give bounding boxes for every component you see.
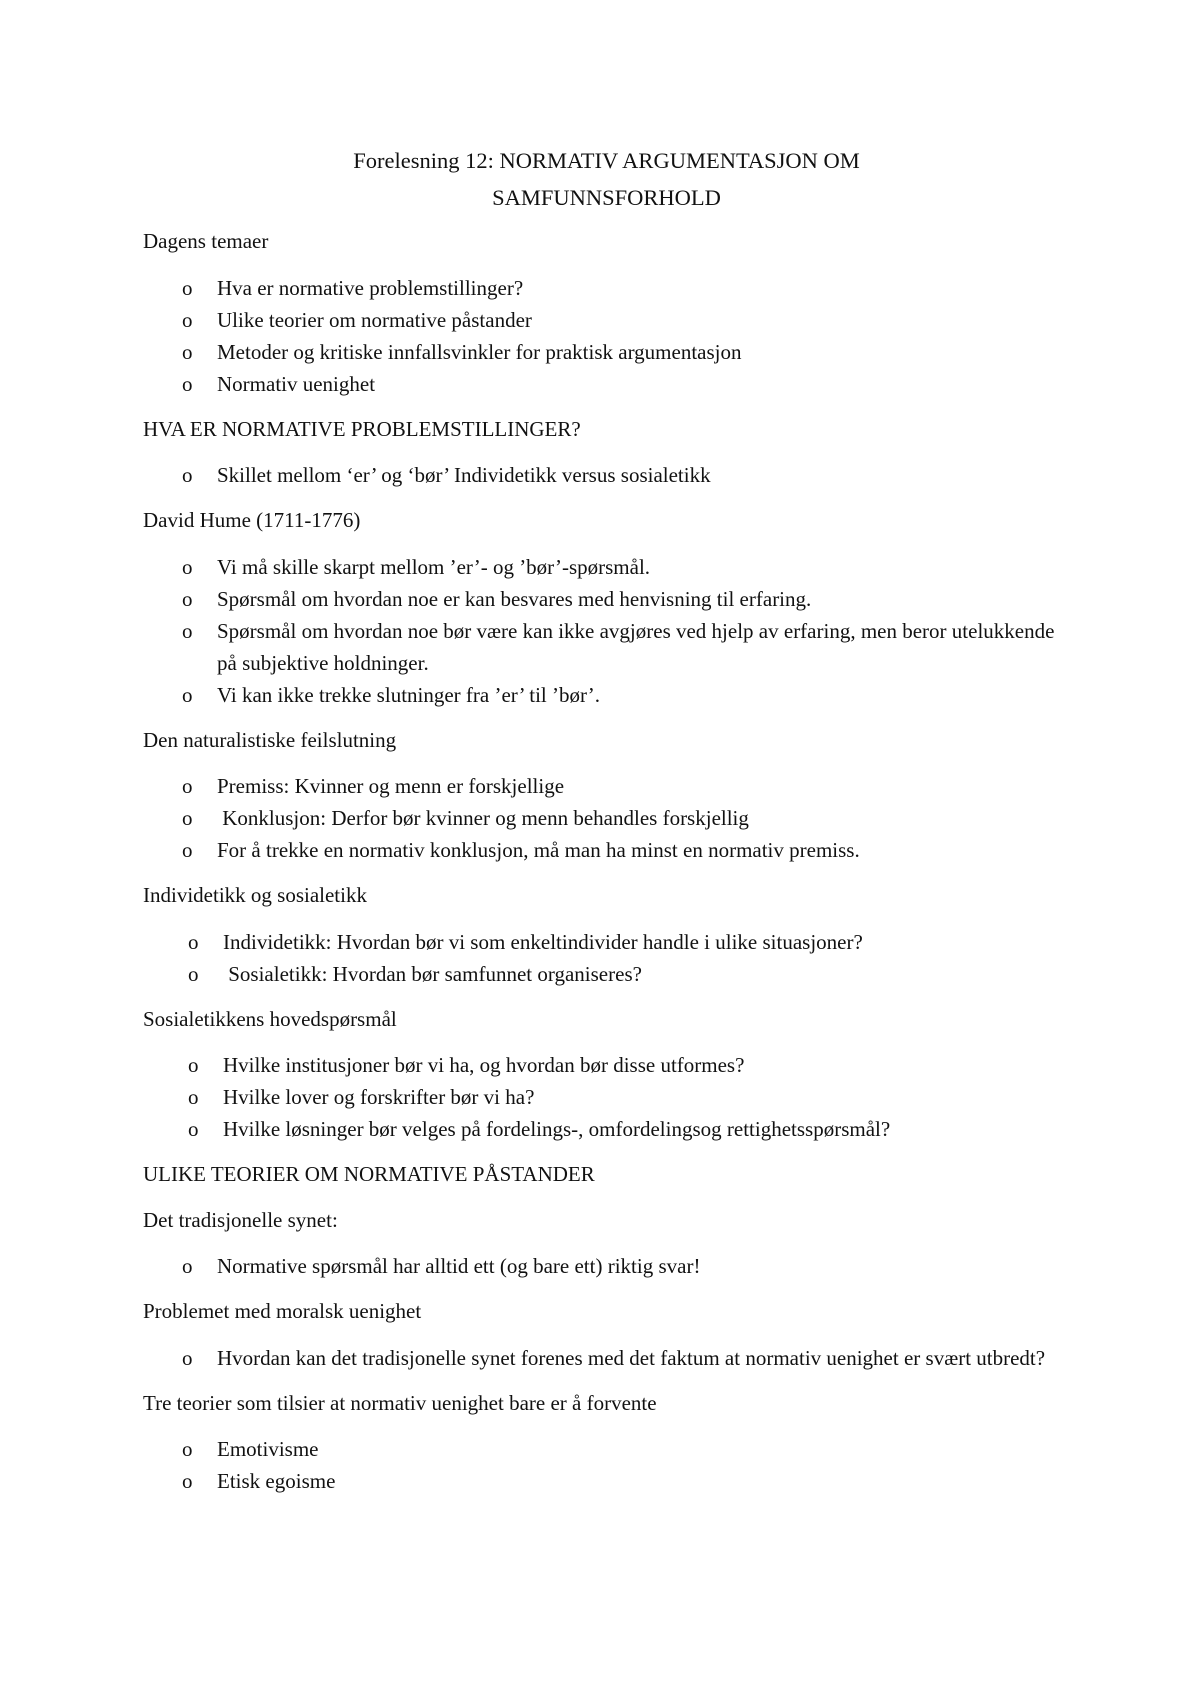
list-item-text: Individetikk: Hvordan bør vi som enkeltindivider handle i ulike situasjoner? — [223, 929, 863, 954]
list-item-text: Ulike teorier om normative påstander — [217, 307, 532, 332]
list-item — [143, 459, 1070, 491]
section-heading: ULIKE TEORIER OM NORMATIVE PÅSTANDER — [143, 1162, 595, 1186]
bullet-icon: o — [182, 1254, 193, 1278]
bullet-list — [143, 1049, 1070, 1145]
bullet-icon: o — [188, 1085, 199, 1109]
bullet-icon: o — [182, 774, 193, 798]
section-heading: Sosialetikkens hovedspørsmål — [143, 1006, 397, 1031]
bullet-icon: o — [182, 307, 193, 332]
bullet-icon: o — [182, 682, 193, 707]
title-line-2: SAMFUNNSFORHOLD — [492, 185, 721, 210]
list-item — [143, 958, 1070, 990]
bullet-icon: o — [182, 371, 193, 396]
list-item — [143, 336, 1070, 368]
list-item-text: Emotivisme — [217, 1437, 319, 1461]
section-heading: Den naturalistiske feilslutning — [143, 727, 397, 752]
section-heading: Problemet med moralsk uenighet — [143, 1299, 422, 1323]
list-item-text: Hvilke institusjoner bør vi ha, og hvordan bør disse utformes? — [223, 1053, 745, 1077]
list-item-text: For å trekke en normativ konklusjon, må man ha minst en normativ premiss. — [217, 838, 860, 862]
bullet-list — [143, 1342, 1070, 1374]
list-item — [143, 770, 1070, 802]
list-item-text: Vi må skille skarpt mellom ’er’- og ’bør’-spørsmål. — [217, 554, 651, 579]
bullet-list — [143, 1250, 1070, 1282]
list-item-text: Konklusjon: Derfor bør kvinner og menn behandles forskjellig — [217, 806, 749, 830]
section-heading: Individetikk og sosialetikk — [143, 883, 367, 907]
list-item — [143, 679, 1070, 711]
list-item-text: Normativ uenighet — [217, 371, 376, 396]
bullet-icon: o — [182, 806, 193, 830]
list-item — [143, 802, 1070, 834]
bullet-icon: o — [188, 961, 199, 986]
bullet-icon: o — [182, 1437, 193, 1461]
section-heading: Det tradisjonelle synet: — [143, 1207, 338, 1232]
list-item — [143, 1250, 1070, 1282]
list-item-text: Skillet mellom ‘er’ og ‘bør’ Individetikk versus sosialetikk — [217, 463, 711, 487]
bullet-icon: o — [188, 929, 199, 954]
list-item-text: Premiss: Kvinner og menn er forskjellige — [217, 774, 565, 798]
section-heading: HVA ER NORMATIVE PROBLEMSTILLINGER? — [143, 416, 581, 441]
title-line-1: Forelesning 12: NORMATIV ARGUMENTASJON OM — [353, 148, 860, 173]
list-item-text: Spørsmål om hvordan noe bør være kan ikke avgjøres ved hjelp av erfaring, men beror utelukkende på subjektive holdninger. — [217, 618, 1055, 675]
list-item — [143, 1113, 1070, 1145]
bullet-icon: o — [182, 339, 193, 364]
list-item — [143, 1049, 1070, 1081]
bullet-list — [143, 926, 1070, 990]
list-item — [143, 304, 1070, 336]
list-item-text: Hvilke lover og forskrifter bør vi ha? — [223, 1085, 535, 1109]
bullet-icon: o — [182, 463, 193, 487]
list-item — [143, 834, 1070, 866]
list-item — [143, 1433, 1070, 1465]
section-heading: Tre teorier som tilsier at normativ uenighet bare er å forvente — [143, 1390, 657, 1415]
bullet-icon: o — [188, 1053, 199, 1077]
bullet-icon: o — [182, 618, 193, 643]
list-item-text: Etisk egoisme — [217, 1469, 336, 1493]
section-heading: Dagens temaer — [143, 229, 269, 253]
bullet-icon: o — [182, 1469, 193, 1493]
list-item-text: Vi kan ikke trekke slutninger fra ’er’ til ’bør’. — [217, 682, 601, 707]
bullet-list — [143, 551, 1070, 711]
bullet-icon: o — [182, 554, 193, 579]
document-title — [143, 142, 1070, 216]
bullet-icon: o — [182, 838, 193, 862]
bullet-list — [143, 272, 1070, 400]
list-item-text: Spørsmål om hvordan noe er kan besvares med henvisning til erfaring. — [217, 586, 812, 611]
bullet-icon: o — [182, 586, 193, 611]
bullet-list — [143, 770, 1070, 866]
list-item — [143, 1342, 1070, 1374]
bullet-icon: o — [182, 1345, 193, 1370]
list-item-text: Sosialetikk: Hvordan bør samfunnet organiseres? — [223, 961, 642, 986]
list-item — [143, 583, 1070, 615]
list-item — [143, 368, 1070, 400]
bullet-icon: o — [182, 275, 193, 300]
list-item — [143, 615, 1070, 679]
bullet-list — [143, 1433, 1070, 1497]
list-item-text: Hva er normative problemstillinger? — [217, 275, 524, 300]
list-item — [143, 272, 1070, 304]
list-item — [143, 551, 1070, 583]
section-heading: David Hume (1711-1776) — [143, 508, 361, 532]
list-item-text: Normative spørsmål har alltid ett (og bare ett) riktig svar! — [217, 1254, 701, 1278]
list-item-text: Hvilke løsninger bør velges på fordelings-, omfordelingsog rettighetsspørsmål? — [223, 1117, 891, 1141]
list-item-text: Metoder og kritiske innfallsvinkler for praktisk argumentasjon — [217, 339, 742, 364]
bullet-list — [143, 459, 1070, 491]
bullet-icon: o — [188, 1117, 199, 1141]
list-item — [143, 926, 1070, 958]
list-item — [143, 1081, 1070, 1113]
list-item-text: Hvordan kan det tradisjonelle synet forenes med det faktum at normativ uenighet er svært utbredt? — [217, 1345, 1046, 1370]
list-item — [143, 1465, 1070, 1497]
